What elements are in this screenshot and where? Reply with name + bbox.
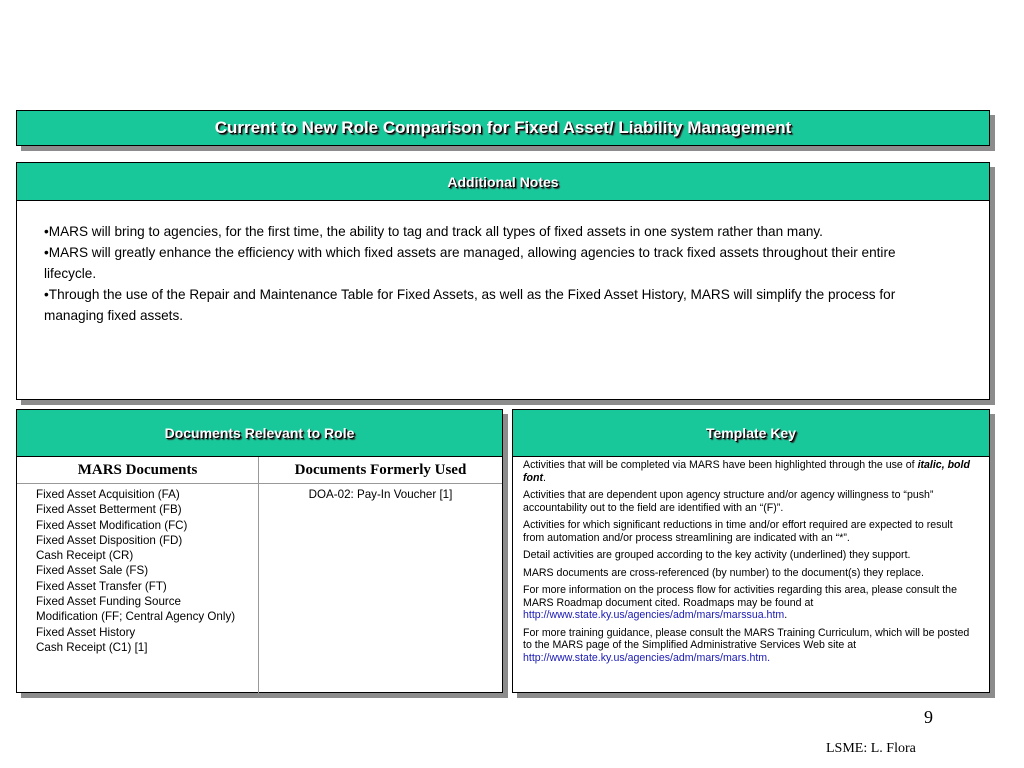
list-item: Fixed Asset Funding Source Modification (FF; Central Agency Only) (36, 595, 236, 624)
key-text: For more information on the process flow for activities regarding this area, please consult the MARS Roadmap document cited. Roadmaps may be found at (523, 584, 957, 609)
list-item: Fixed Asset Betterment (FB) (36, 503, 182, 517)
title-banner (16, 110, 990, 146)
template-key-title: Template Key (706, 425, 796, 441)
key-paragraph: MARS documents are cross-referenced (by number) to the document(s) they replace. (523, 566, 924, 579)
documents-header (17, 410, 502, 457)
key-emphasis: italic, bold font (523, 459, 970, 484)
list-item: Cash Receipt (CR) (36, 549, 134, 563)
additional-notes-title: Additional Notes (447, 173, 559, 190)
additional-notes-panel (16, 162, 990, 400)
note-item: •MARS will bring to agencies, for the first time, the ability to tag and track all types of fixed assets in one system rather than many. (44, 224, 823, 239)
key-paragraph: Detail activities are grouped according to the key activity (underlined) they support. (523, 549, 911, 561)
list-item: DOA-02: Pay-In Voucher [1] (308, 488, 453, 501)
list-item: Cash Receipt (C1) [1] (36, 640, 148, 654)
key-paragraph (523, 627, 971, 665)
template-key-body (513, 457, 989, 664)
key-paragraph: Activities for which significant reductions in time and/or effort required are expected to result from automation and/or process streamlining are indicated with an “*”. (523, 519, 953, 544)
key-text: . (784, 609, 788, 621)
note-item: •Through the use of the Repair and Maintenance Table for Fixed Assets, as well as the Fixed Asset History, MARS will simplify the process for managing fixed assets. (44, 287, 896, 323)
additional-notes-header (17, 163, 989, 201)
key-text: Activities that will be completed via MARS have been highlighted through the use of (523, 459, 918, 471)
template-key-panel (512, 409, 990, 693)
former-documents-list (259, 484, 502, 502)
key-paragraph (523, 459, 971, 484)
mars-documents-list (17, 484, 258, 655)
note-item: •MARS will greatly enhance the efficiency with which fixed assets are managed, allowing agencies to track fixed assets throughout their entire lifecycle. (44, 245, 896, 281)
page-title: Current to New Role Comparison for Fixed Asset/ Liability Management (214, 118, 792, 137)
documents-panel (16, 409, 503, 693)
list-item: Fixed Asset Disposition (FD) (36, 533, 183, 547)
list-item: Fixed Asset Modification (FC) (36, 518, 188, 532)
documents-title: Documents Relevant to Role (164, 425, 355, 441)
mars-documents-header: MARS Documents (17, 457, 258, 484)
former-documents-column (259, 457, 502, 693)
list-item: Fixed Asset History (36, 625, 136, 639)
additional-notes-body (17, 201, 989, 326)
list-item: Fixed Asset Sale (FS) (36, 564, 149, 578)
footer-credit: LSME: L. Flora (826, 741, 916, 756)
key-text: . (543, 471, 546, 484)
list-item: Fixed Asset Acquisition (FA) (36, 488, 180, 501)
mars-documents-column (17, 457, 259, 693)
mars-page-link[interactable]: http://www.state.ky.us/agencies/adm/mars/mars.htm (523, 651, 768, 664)
template-key-header (513, 410, 989, 457)
former-documents-header: Documents Formerly Used (259, 457, 502, 484)
list-item: Fixed Asset Transfer (FT) (36, 579, 167, 593)
key-paragraph: Activities that are dependent upon agency structure and/or agency willingness to “push” accountability out to the field are identified with an “(F)”. (523, 489, 934, 514)
roadmap-link[interactable]: http://www.state.ky.us/agencies/adm/mars/marssua.htm (523, 609, 785, 621)
key-text: For more training guidance, please consult the MARS Training Curriculum, which will be posted to the MARS page of the Simplified Administrative Services Web site at (523, 626, 970, 651)
page-number: 9 (924, 707, 933, 727)
key-paragraph (523, 584, 971, 622)
key-text: . (767, 651, 771, 664)
documents-table (17, 457, 502, 693)
